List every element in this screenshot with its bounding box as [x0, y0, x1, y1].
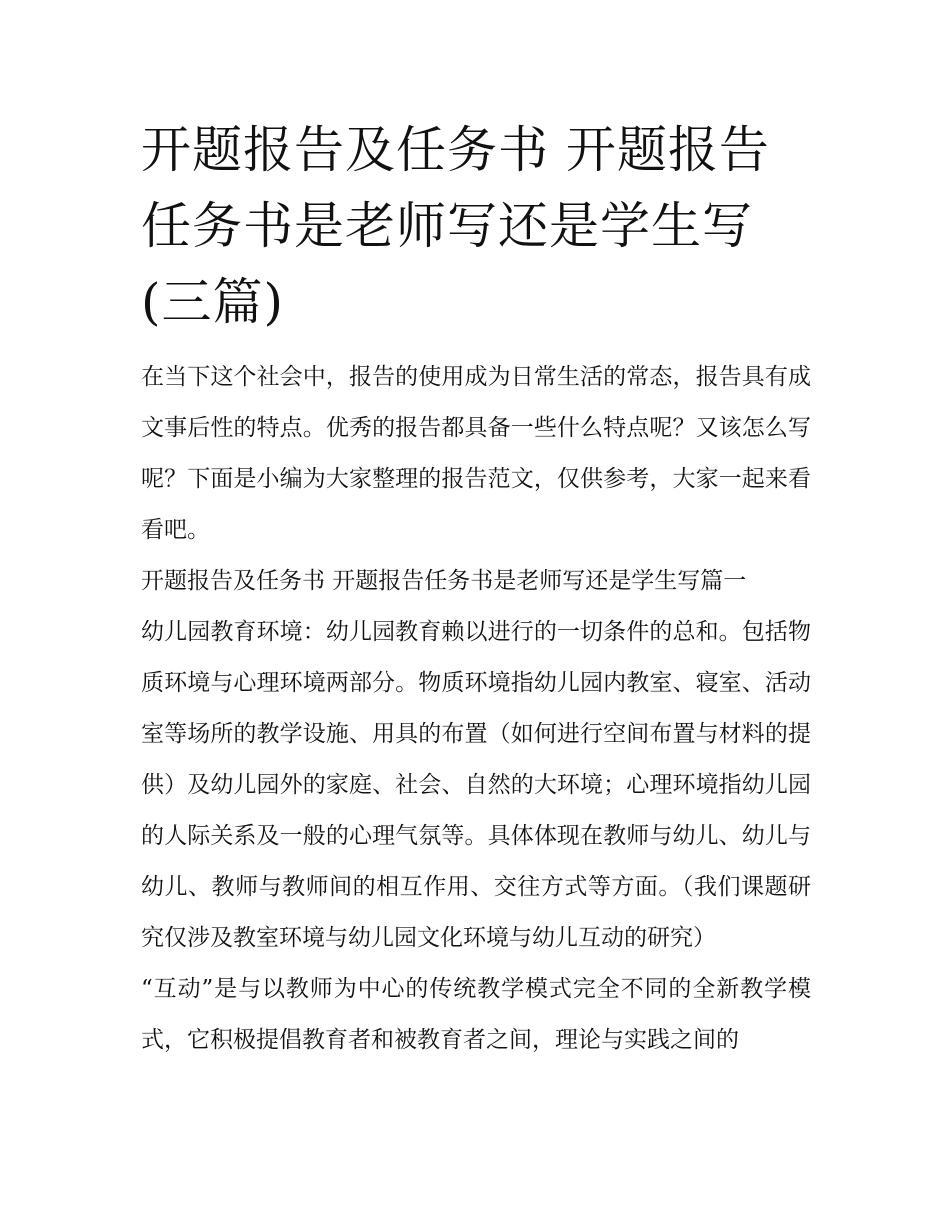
document-body — [141, 112, 811, 1066]
paragraph-environment-definition: 幼儿园教育环境：幼儿园教育赖以进行的一切条件的总和。包括物质环境与心理环境两部分。物质环境指幼儿园内教室、寝室、活动室等场所的教学设施、用具的布置（如何进行空间布置与材料的提供）及幼儿园外的家庭、社会、自然的大环境；心理环境指幼儿园的人际关系及一般的心理气氛等。具体体现在教师与幼儿、幼儿与幼儿、教师与教师间的相互作用、交往方式等方面。（我们课题研究仅涉及教室环境与幼儿园文化环境与幼儿互动的研究） — [141, 619, 811, 951]
document-title: 开题报告及任务书 开题报告任务书是老师写还是学生写(三篇) — [141, 121, 770, 331]
paragraph-section-heading: 开题报告及任务书 开题报告任务书是老师写还是学生写篇一 — [141, 568, 747, 594]
paragraph-intro: 在当下这个社会中，报告的使用成为日常生活的常态，报告具有成文事后性的特点。优秀的报告都具备一些什么特点呢？又该怎么写呢？下面是小编为大家整理的报告范文，仅供参考，大家一起来看看吧。 — [141, 364, 811, 543]
paragraph-interaction-definition: “互动”是与以教师为中心的传统教学模式完全不同的全新教学模式，它积极提倡教育者和被教育者之间，理论与实践之间的 — [141, 976, 811, 1053]
